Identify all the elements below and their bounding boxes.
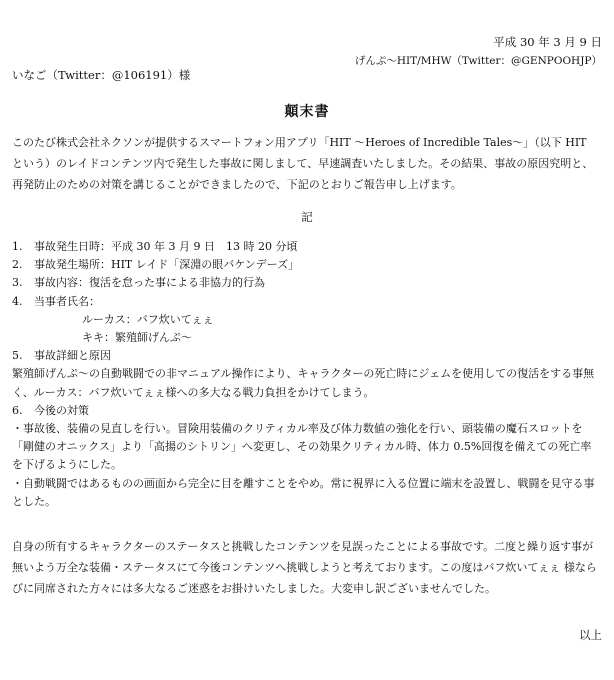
item-1-number: 1.: [12, 240, 23, 253]
item-2: [12, 256, 600, 274]
measure-auto-battle: ・自動戦闘ではあるものの画面から完全に目を離すことをやめ。常に視界に入る位置に端末を設置し、戦闘を見守る事とした。: [12, 476, 595, 508]
ki-heading: 記: [301, 210, 313, 224]
item-1: [12, 238, 600, 256]
document-title: 顛末書: [284, 104, 330, 120]
item-3-text: 事故内容：復活を怠った事による非協力的行為: [34, 276, 265, 290]
item-5-text: 事故詳細と原因: [34, 349, 111, 363]
person-lucas: ルーカス：バフ炊いてぇぇ: [82, 312, 214, 326]
item-6-number: 6.: [12, 403, 23, 417]
item-2-number: 2.: [12, 258, 23, 272]
item-4-text: 当事者氏名：: [34, 294, 100, 308]
item-4: [12, 293, 600, 311]
measure-equipment: ・事故後、装備の見直しを行い。冒険用装備のクリティカル率及び体力数値の強化を行い、頭装備の魔石スロットを「剛健のオニックス」より「高揚のシトリン」へ変更し、その効果クリティカル時、体力 0.5%回復を備えての死亡率を下げるようにした。: [12, 422, 592, 472]
item-4-number: 4.: [12, 294, 23, 308]
person-kiki: キキ：繁殖師げんぷ～: [82, 331, 192, 345]
document-end-mark: 以上: [579, 628, 602, 642]
incident-items: [12, 238, 600, 511]
item-1-text: 事故発生日時：平成 30 年 3 月 9 日 13 時 20 分頃: [34, 240, 298, 253]
item-5: [12, 347, 600, 365]
document-sender: げんぷ～HIT/MHW（Twitter：@GENPOOHJP）: [354, 55, 602, 67]
item-2-text: 事故発生場所：HIT レイド「深淵の眼バケンデーズ」: [34, 258, 300, 272]
item-6-text: 今後の対策: [34, 403, 89, 417]
document-date: 平成 30 年 3 月 9 日: [493, 35, 602, 49]
item-5-number: 5.: [12, 349, 23, 363]
item-3-number: 3.: [12, 276, 23, 290]
item-6: [12, 402, 600, 420]
closing-paragraph: 自身の所有するキャラクターのステータスと挑戦したコンテンツを見誤ったことによる事故です。二度と繰り返す事が無いよう万全な装備・ステータスにて今後コンテンツへ挑戦しようと考えております。この度はバフ炊いてぇぇ 様ならびに同席された方々には多大なるご迷惑をお掛けいたしました。大変申し訳ございませんでした。: [12, 540, 597, 595]
intro-paragraph: このたび株式会社ネクソンが提供するスマートフォン用アプリ「HIT ～Heroes of Incredible Tales～」（以下 HIT という）のレイドコンテンツ内で発生した事故に関しまして、早速調査いたしました。その結果、事故の原因究明と、再発防止のための対策を講じることができましたので、下記のとおりご報告申し上げます。: [12, 136, 594, 191]
document-recipient: いなご（Twitter：@106191）様: [12, 68, 191, 82]
item-3: [12, 274, 600, 292]
incident-detail: 繁殖師げんぷ～の自動戦闘での非マニュアル操作により、キャラクターの死亡時にジェムを使用しての復活をする事無く、ルーカス：バフ炊いてぇぇ様への多大なる戦力負担をかけてしまう。: [12, 367, 595, 399]
